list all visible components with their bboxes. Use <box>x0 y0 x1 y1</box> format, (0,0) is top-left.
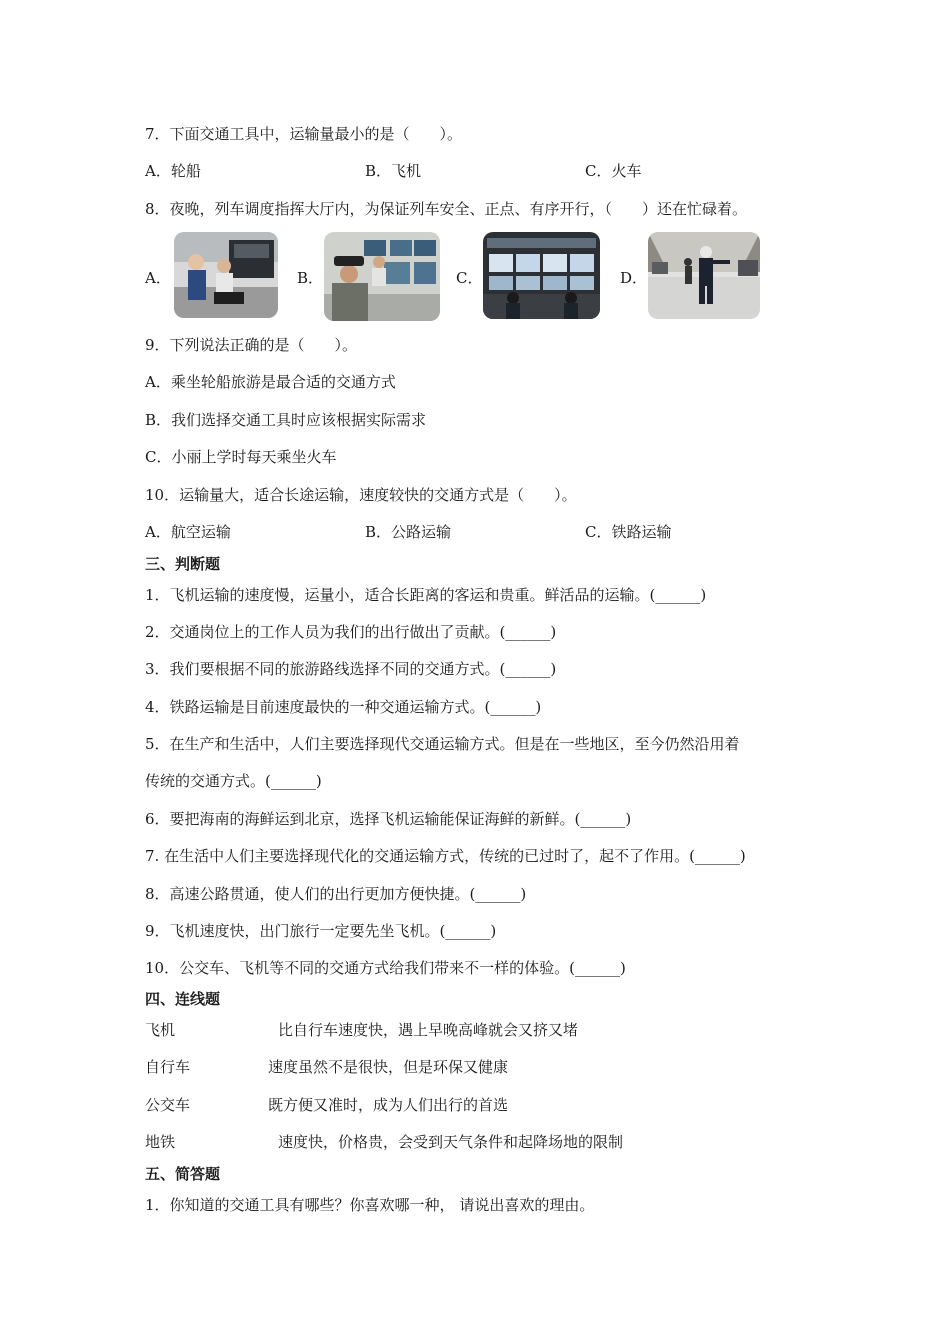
question-9-option-c: C．小丽上学时每天乘坐火车 <box>145 448 337 466</box>
judge-item-5-continued: 传统的交通方式。(______) <box>145 772 322 790</box>
question-7-option-b: B．飞机 <box>365 162 422 180</box>
control-room-operators-photo <box>324 232 440 321</box>
section-3-title: 三、判断题 <box>145 555 221 573</box>
match-right-item: 比自行车速度快，遇上早晚高峰就会又挤又堵 <box>278 1021 579 1039</box>
judge-item-7: 7. 在生活中人们主要选择现代化的交通运输方式，传统的已过时了，起不了作用。(______) <box>145 847 746 865</box>
question-10-option-a: A．航空运输 <box>145 523 231 541</box>
question-10-option-c: C．铁路运输 <box>585 523 672 541</box>
judge-item-5: 5．在生产和生活中，人们主要选择现代交通运输方式。但是在一些地区，至今仍然沿用着 <box>145 735 740 753</box>
short-answer-item-1: 1．你知道的交通工具有哪些？你喜欢哪一种， 请说出喜欢的理由。 <box>145 1196 595 1214</box>
dispatch-hall-photo <box>483 232 600 319</box>
match-left-item: 飞机 <box>145 1021 176 1039</box>
judge-item-2: 2．交通岗位上的工作人员为我们的出行做出了贡献。(______) <box>145 623 557 641</box>
train-cab-photo <box>174 232 278 318</box>
question-7-option-a: A．轮船 <box>145 162 201 180</box>
question-9-stem: 9．下列说法正确的是（ ）。 <box>145 336 358 354</box>
question-10-option-b: B．公路运输 <box>365 523 452 541</box>
match-right-item: 速度虽然不是很快，但是环保又健康 <box>268 1058 509 1076</box>
judge-item-6: 6．要把海南的海鲜运到北京，选择飞机运输能保证海鲜的新鲜。(______) <box>145 810 632 828</box>
question-9-option-b: B．我们选择交通工具时应该根据实际需求 <box>145 411 427 429</box>
question-10-stem: 10．运输量大，适合长途运输，速度较快的交通方式是（ ）。 <box>145 486 577 504</box>
question-8-option-b-label: B． <box>297 269 324 287</box>
judge-item-3: 3．我们要根据不同的旅游路线选择不同的交通方式。(______) <box>145 660 557 678</box>
section-5-title: 五、简答题 <box>145 1165 221 1183</box>
judge-item-10: 10．公交车、飞机等不同的交通方式给我们带来不一样的体验。(______) <box>145 959 626 977</box>
question-9-option-a: A．乘坐轮船旅游是最合适的交通方式 <box>145 373 396 391</box>
question-7-stem: 7．下面交通工具中，运输量最小的是（ ）。 <box>145 125 463 143</box>
match-left-item: 公交车 <box>145 1096 191 1114</box>
match-right-item: 速度快，价格贵，会受到天气条件和起降场地的限制 <box>278 1133 624 1151</box>
question-8-option-c-label: C． <box>456 269 483 287</box>
question-8-option-a-label: A． <box>145 269 171 287</box>
judge-item-8: 8．高速公路贯通，使人们的出行更加方便快捷。(______) <box>145 885 527 903</box>
judge-item-4: 4．铁路运输是目前速度最快的一种交通运输方式。(______) <box>145 698 542 716</box>
judge-item-9: 9．飞机速度快，出门旅行一定要先坐飞机。(______) <box>145 922 497 940</box>
judge-item-1: 1．飞机运输的速度慢，运量小，适合长距离的客运和贵重。鲜活品的运输。(______) <box>145 586 707 604</box>
match-right-item: 既方便又准时，成为人们出行的首选 <box>268 1096 509 1114</box>
match-left-item: 地铁 <box>145 1133 176 1151</box>
question-8-option-d-label: D． <box>620 269 648 287</box>
section-4-title: 四、连线题 <box>145 990 221 1008</box>
match-left-item: 自行车 <box>145 1058 191 1076</box>
question-7-option-c: C．火车 <box>585 162 642 180</box>
traffic-police-photo <box>648 232 760 319</box>
question-8-stem: 8．夜晚，列车调度指挥大厅内，为保证列车安全、正点、有序开行，（ ）还在忙碌着。 <box>145 200 748 218</box>
